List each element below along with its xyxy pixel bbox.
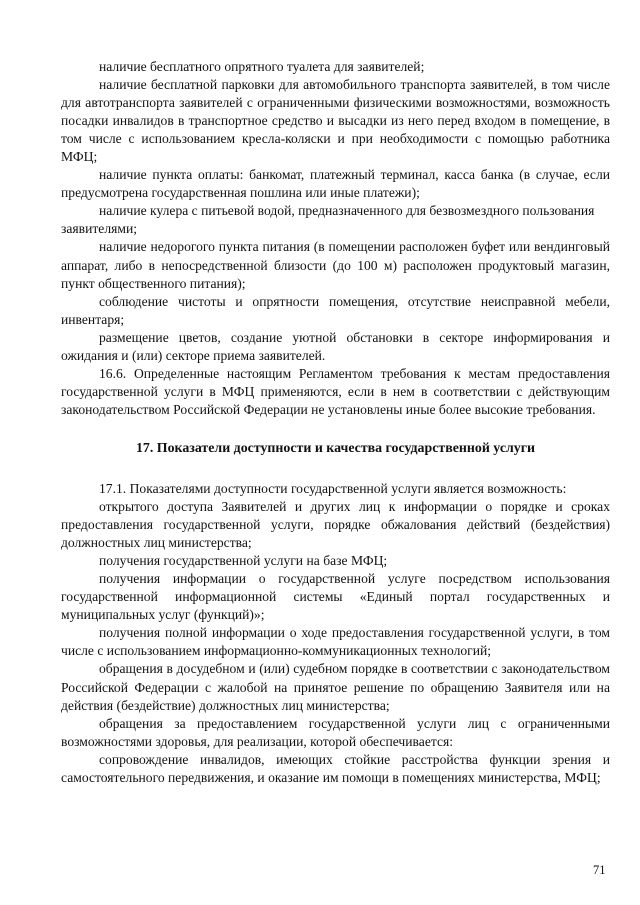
paragraph: наличие кулера с питьевой водой, предназначенного для безвозмездного пользования заявителями; — [61, 203, 595, 237]
paragraph: соблюдение чистоты и опрятности помещения, отсутствие неисправной мебели, инвентаря; — [61, 293, 610, 327]
section-heading: 17. Показатели доступности и качества государственной услуги — [135, 440, 536, 456]
paragraph: 17.1. Показателями доступности государственной услуги является возможность: — [99, 480, 567, 496]
paragraph: сопровождение инвалидов, имеющих стойкие расстройства функции зрения и самостоятельного передвижения, и оказание им помощи в помещениях министерства, МФЦ; — [61, 751, 610, 785]
paragraph: наличие недорогого пункта питания (в помещении расположен буфет или вендинговый аппарат, либо в непосредственной близости (до 100 м) расположен продуктовый магазин, пункт общественного питания); — [61, 239, 610, 291]
paragraph: размещение цветов, создание уютной обстановки в секторе информирования и ожидания и (или) секторе приема заявителей. — [61, 329, 610, 363]
paragraph: обращения за предоставлением государственной услуги лиц с ограниченными возможностями здоровья, для реализации, которой обеспечивается: — [61, 715, 610, 749]
page-number: 71 — [593, 863, 606, 877]
paragraph: наличие бесплатной парковки для автомобильного транспорта заявителей, в том числе для автотранспорта заявителей с ограниченными физическими возможностями, возможность посадки инвалидов в транспортное средство и высадки из него перед входом в помещение, в том числе с использованием кресла-коляски и при необходимости с помощью работника МФЦ; — [61, 77, 610, 165]
document-page — [61, 58, 610, 787]
paragraph: обращения в досудебном и (или) судебном порядке в соответствии с законодательством Российской Федерации с жалобой на принятое решение по обращению Заявителя или на действия (бездействие) должностных лиц министерства; — [61, 661, 610, 713]
paragraph: 16.6. Определенные настоящим Регламентом требования к местам предоставления государственной услуги в МФЦ применяются, если в нем в соответствии с действующим законодательством Российской Федерации не установлены иные более высокие требования. — [61, 365, 610, 417]
paragraph: получения информации о государственной услуге посредством использования государственной информационной системы «Единый портал государственных и муниципальных услуг (функций)»; — [61, 571, 610, 623]
paragraph: наличие бесплатного опрятного туалета для заявителей; — [99, 59, 425, 74]
paragraph: наличие пункта оплаты: банкомат, платежный терминал, касса банка (в случае, если предусмотрена государственная пошлина или иные платежи); — [61, 167, 610, 201]
paragraph: открытого доступа Заявителей и других лиц к информации о порядке и сроках предоставления государственной услуги, порядке обжалования действий (бездействия) должностных лиц министерства; — [61, 499, 610, 551]
paragraph: получения государственной услуги на базе МФЦ; — [99, 553, 388, 569]
paragraph: получения полной информации о ходе предоставления государственной услуги, в том числе с использованием информационно-коммуникационных технологий; — [61, 625, 610, 659]
